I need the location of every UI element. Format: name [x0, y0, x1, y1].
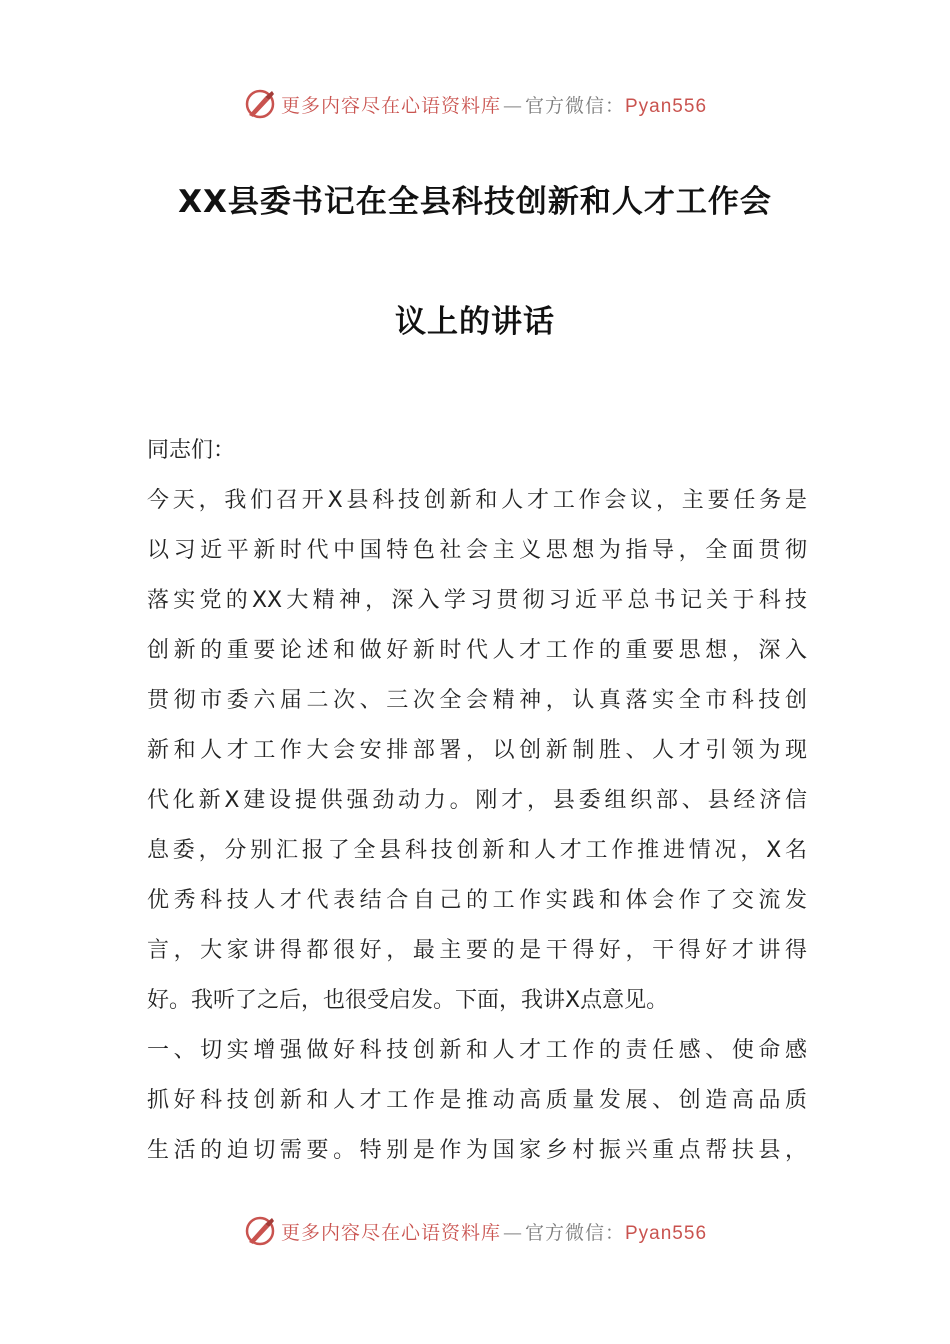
body-line: 落实党的XX大精神，深入学习贯彻习近平总书记关于科技: [147, 588, 807, 613]
watermark-wechat-id: Pyan556: [625, 95, 708, 117]
body-line: 贯彻市委六届二次、三次全会精神，认真落实全市科技创: [147, 688, 807, 713]
watermark-label: 官方微信：: [524, 1221, 625, 1244]
watermark-banner-bottom: [0, 1211, 950, 1251]
document-title-line-1: XX县委书记在全县科技创新和人才工作会: [178, 184, 772, 220]
watermark-banner-top: [0, 84, 950, 124]
body-line: 息委，分别汇报了全县科技创新和人才工作推进情况，X名: [147, 838, 807, 863]
section-heading: 一、切实增强做好科技创新和人才工作的责任感、使命感: [147, 1038, 807, 1063]
watermark-label: 官方微信：: [524, 94, 625, 117]
body-line: 创新的重要论述和做好新时代人才工作的重要思想，深入: [147, 638, 807, 663]
watermark-wechat-id: Pyan556: [625, 1222, 708, 1244]
body-line: 以习近平新时代中国特色社会主义思想为指导，全面贯彻: [147, 538, 807, 563]
body-line: 生活的迫切需要。特别是作为国家乡村振兴重点帮扶县，: [147, 1138, 807, 1163]
watermark-text: [281, 1218, 707, 1245]
watermark-separator: —: [502, 94, 523, 117]
body-line: 言，大家讲得都很好，最主要的是干得好，干得好才讲得: [147, 938, 807, 963]
pen-logo-icon: [243, 1214, 277, 1248]
body-line: 好。我听了之后，也很受启发。下面，我讲X点意见。: [147, 988, 669, 1013]
body-line: 抓好科技创新和人才工作是推动高质量发展、创造高品质: [147, 1088, 807, 1113]
watermark-separator: —: [502, 1221, 523, 1244]
watermark-brand: 更多内容尽在心语资料库: [280, 1221, 501, 1244]
watermark-brand: 更多内容尽在心语资料库: [280, 94, 501, 117]
body-line: 优秀科技人才代表结合自己的工作实践和体会作了交流发: [147, 888, 807, 913]
body-line: 新和人才工作大会安排部署，以创新制胜、人才引领为现: [147, 738, 807, 763]
document-title-line-2: 议上的讲话: [395, 304, 555, 340]
pen-logo-icon: [243, 87, 277, 121]
body-line: 代化新X建设提供强劲动力。刚才，县委组织部、县经济信: [147, 788, 807, 813]
document-body: [147, 426, 807, 1176]
body-line: 同志们：: [147, 438, 236, 463]
body-line: 今天，我们召开X县科技创新和人才工作会议，主要任务是: [147, 488, 807, 513]
watermark-text: [281, 91, 707, 118]
